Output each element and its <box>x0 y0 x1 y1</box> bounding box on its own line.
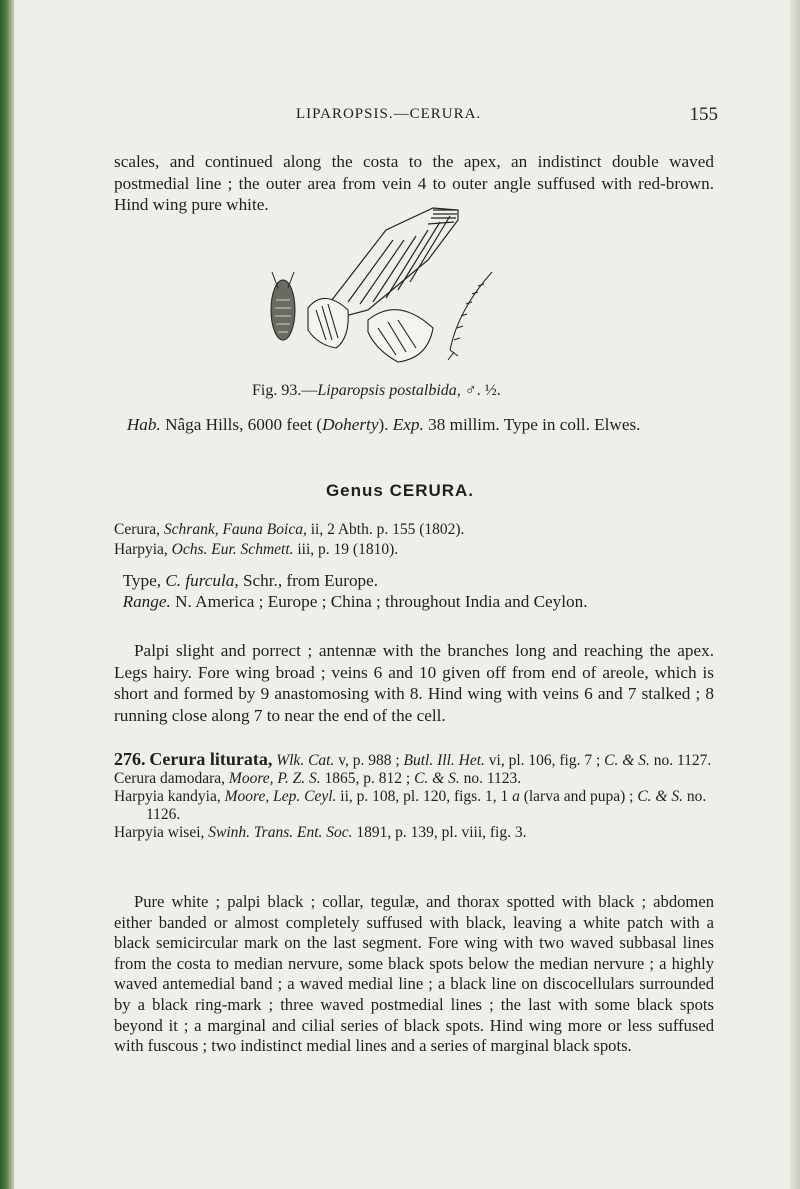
exp-label: Exp. <box>392 415 424 434</box>
page-number: 155 <box>689 104 718 125</box>
second-hind-wing-drawing <box>368 310 433 362</box>
hab-after: ). <box>378 415 393 434</box>
habitat-paragraph <box>114 414 714 436</box>
fore-wing-drawing <box>328 208 458 318</box>
book-spine-edge <box>0 0 14 1189</box>
genus-type: Type, C. furcula, Schr., from Europe. <box>122 571 379 590</box>
synonym-2: Harpyia kandyia, Moore, Lep. Ceyl. ii, p. 108, pl. 120, figs. 1, 1 a (larva and pupa) ; C. & S. no. 1126. <box>114 788 707 823</box>
antenna-drawing <box>448 272 492 360</box>
page-edge <box>790 0 800 1189</box>
hind-wing-drawing <box>308 298 348 348</box>
synonym-1: Cerura damodara, Moore, P. Z. S. 1865, p. 812 ; C. & S. no. 1123. <box>114 770 522 787</box>
genus-ref-2: Harpyia, Ochs. Eur. Schmett. iii, p. 19 (1810). <box>114 541 399 558</box>
species-number: 276. <box>114 749 146 769</box>
running-head: LIPAROPSIS.—CERURA. <box>296 106 482 122</box>
genus-title: Genus CERURA. <box>325 481 475 500</box>
genus-description: Palpi slight and porrect ; antennæ with the branches long and reaching the apex. Legs hairy. Fore wing broad ; veins 6 and 10 given off from end of areole, which is short and formed by 9 anastomosing with 8. Hind wing with veins 6 and 7 stalked ; 8 running close along 7 to near the end of the cell. <box>114 641 714 725</box>
genus-ref-1: Cerura, Schrank, Fauna Boica, ii, 2 Abth. p. 155 (1802). <box>114 521 465 538</box>
body-drawing <box>271 272 295 340</box>
species-name: Cerura liturata, <box>149 749 273 769</box>
hab-text: Nâga Hills, 6000 feet ( <box>160 415 323 434</box>
species-entry-heading: 276. Cerura liturata, Wlk. Cat. v, p. 988 ; Butl. Ill. Het. vi, pl. 106, fig. 7 ; C. & S. no. 1127. Cerura damodara, Moore, P. Z. S. 1865, p. 812 ; C. & S. no. 1123. Harpyia kandyia, Moore, Lep. Ceyl. ii, p. 108, pl. 120, figs. 1, 1 a (larva and pupa) ; C. & S. no. 1126. Harpyia wisei, Swinh. Trans. Ent. Soc. 1891, p. 139, pl. viii, fig. 3. <box>114 750 714 842</box>
hab-label: Hab. <box>126 415 161 434</box>
moth-illustration <box>228 200 608 364</box>
synonym-3: Harpyia wisei, Swinh. Trans. Ent. Soc. 1891, p. 139, pl. viii, fig. 3. <box>114 824 527 841</box>
page-header <box>0 104 800 130</box>
genus-range: Range. N. America ; Europe ; China ; throughout India and Ceylon. <box>122 592 588 611</box>
species-description: Pure white ; palpi black ; collar, tegulæ, and thorax spotted with black ; abdomen either banded or almost completely suffused with black, leaving a white patch with a black semicircular mark on the last segment. Fore wing with two waved subbasal lines from the costa to median nervure, some black spots below the median nervure ; a highly waved antemedial band ; a waved medial line ; a black line on discocellulars surrounded by a black ring-mark ; three waved postmedial lines ; the last with some black spots beyond it ; a marginal and cilial series of black spots. Hind wing more or less suffused with fuscous ; two indistinct medial lines and a series of marginal black spots. <box>114 892 714 1056</box>
caption-suffix: ♂. ½. <box>460 382 501 399</box>
intro-paragraph: scales, and continued along the costa to the apex, an indistinct double waved postmedial line ; the outer area from vein 4 to outer angle suffused with red-brown. Hind wing pure white. <box>114 152 714 214</box>
caption-species: Liparopsis postalbida, <box>317 382 461 399</box>
caption-prefix: Fig. 93.— <box>252 382 318 399</box>
exp-text: 38 millim. Type in coll. Elwes. <box>423 415 641 434</box>
hab-collector: Doherty <box>322 415 379 434</box>
figure-caption <box>252 382 501 400</box>
